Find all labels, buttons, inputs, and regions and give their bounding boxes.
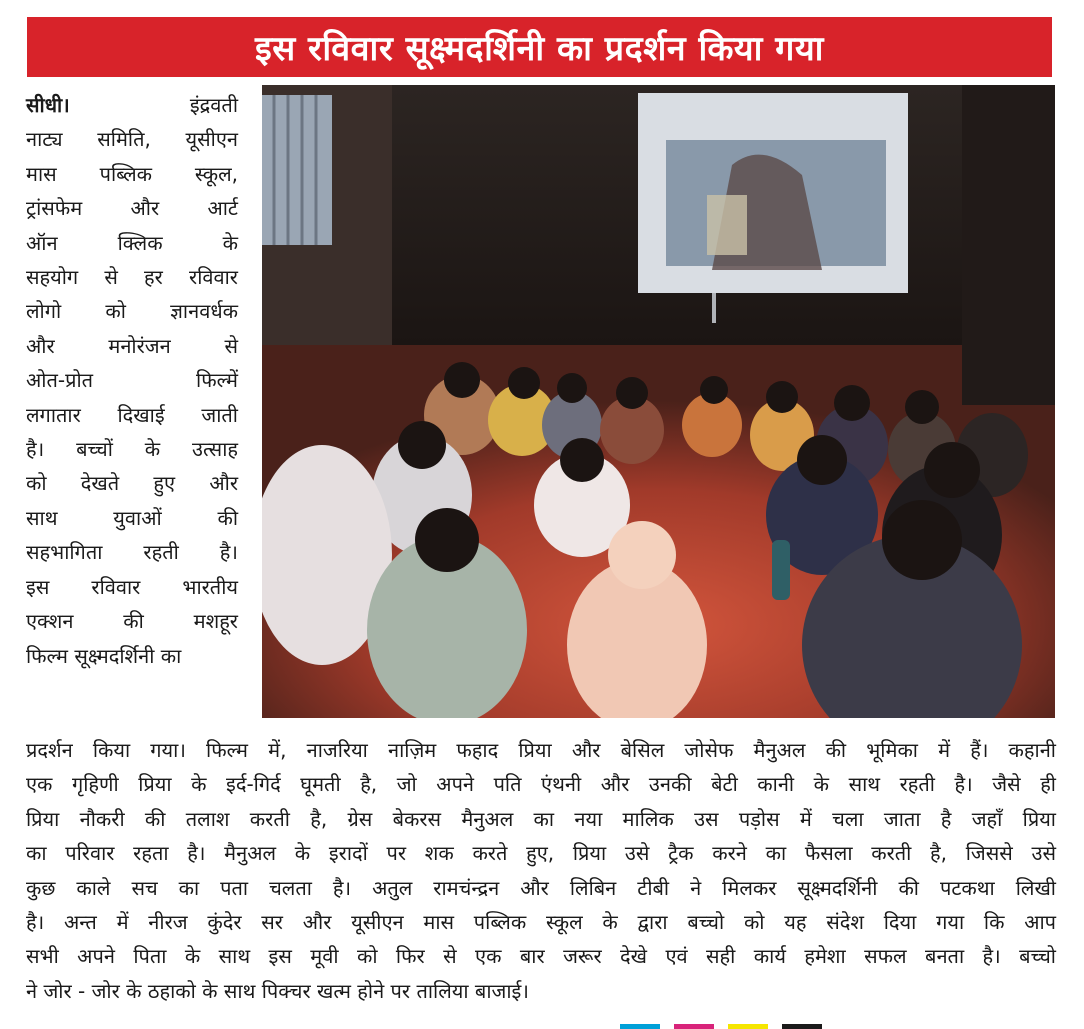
article-line: है। बच्चों के उत्साह xyxy=(26,437,238,462)
article-line: नाट्य समिति, यूसीएन xyxy=(26,127,238,152)
article-line: ऑन क्लिक के xyxy=(26,230,238,255)
article-line: लोगो को ज्ञानवर्धक xyxy=(26,299,238,324)
color-mark-cyan xyxy=(620,1024,660,1029)
dateline: सीधी। xyxy=(26,93,70,117)
article-line: इस रविवार भारतीय xyxy=(26,574,238,599)
article-line: एक्शन की मशहूर xyxy=(26,609,238,634)
color-mark-black xyxy=(782,1024,822,1029)
article-line: और मनोरंजन से xyxy=(26,333,238,358)
article-line: फिल्म सूक्ष्मदर्शिनी का xyxy=(26,643,182,668)
article-line xyxy=(26,88,238,122)
headline: इस रविवार सूक्ष्मदर्शिनी का प्रदर्शन किया गया xyxy=(255,29,824,69)
screen-stand xyxy=(712,293,716,323)
movie-screening-photo xyxy=(262,85,1055,718)
article-line: सहयोग से हर रविवार xyxy=(26,265,238,290)
article-line: कुछ काले सच का पता चलता है। अतुल रामचंन्द्रन और लिबिन टीबी ने मिलकर सूक्ष्मदर्शिनी की पटकथा लिखी xyxy=(26,875,1056,900)
article-line: सहभागिता रहती है। xyxy=(26,540,238,565)
article-bottom-text xyxy=(26,733,1056,1008)
article-line-text: इंद्रवती xyxy=(69,93,238,117)
right-wall xyxy=(962,85,1055,405)
article-line: लगातार दिखाई जाती xyxy=(26,402,238,427)
article-line: प्रदर्शन किया गया। फिल्म में, नाजरिया नाज़िम फहाद प्रिया और बेसिल जोसेफ मैनुअल की भूमिका में हैं। कहानी xyxy=(26,738,1056,762)
article-line: है। अन्त में नीरज कुंदेर सर और यूसीएन मास पब्लिक स्कूल के द्वारा बच्चो को यह संदेश दिया गया कि आप xyxy=(26,910,1056,935)
print-color-marks xyxy=(620,1024,822,1029)
article-line: एक गृहिणी प्रिया के इर्द-गिर्द घूमती है, जो अपने पति एंथनी और उनकी बेटी कानी के साथ रहती है। जैसे ही xyxy=(26,772,1056,797)
article-line: ने जोर - जोर के ठहाको के साथ पिक्चर खत्म होने पर तालिया बाजाई। xyxy=(26,978,529,1003)
article-line: ट्रांसफेम और आर्ट xyxy=(26,196,238,221)
water-bottle xyxy=(772,540,790,600)
article-line: को देखते हुए और xyxy=(26,471,238,496)
article-line: ओत-प्रोत फिल्में xyxy=(26,368,238,393)
headline-banner xyxy=(27,17,1052,77)
color-mark-magenta xyxy=(674,1024,714,1029)
article-left-column xyxy=(26,88,238,673)
article-line: सभी अपने पिता के साथ इस मूवी को फिर से एक बार जरूर देखे एवं सही कार्य हमेशा सफल बनता है। बच्चो xyxy=(26,944,1056,969)
article-line: मास पब्लिक स्कूल, xyxy=(26,161,238,186)
article-line: प्रिया नौकरी की तलाश करती है, ग्रेस बेकरस मैनुअल का नया मालिक उस पड़ोस में चला जाता है जहाँ प्रिया xyxy=(26,806,1056,831)
article-line: का परिवार रहता है। मैनुअल के इरादों पर शक करते हुए, प्रिया उसे ट्रैक करने का फैसला करती है, जिससे उसे xyxy=(26,841,1056,866)
article-line: साथ युवाओं की xyxy=(26,505,238,530)
color-mark-yellow xyxy=(728,1024,768,1029)
